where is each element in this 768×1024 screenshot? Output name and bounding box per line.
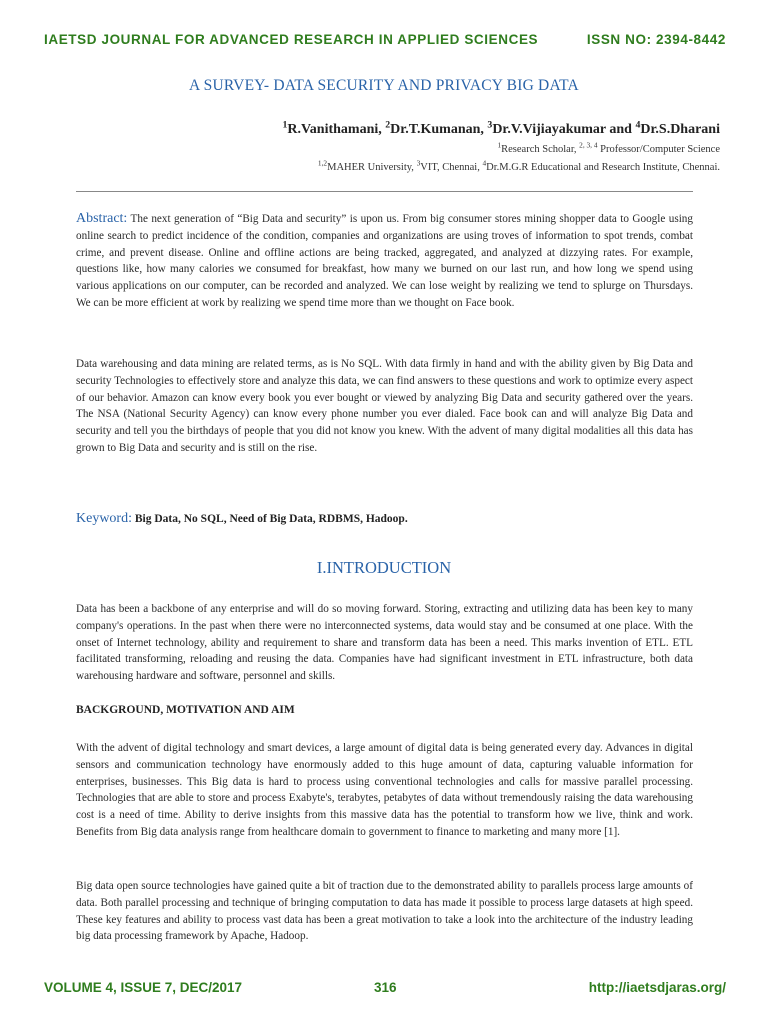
journal-name: IAETSD JOURNAL FOR ADVANCED RESEARCH IN APPLIED SCIENCES bbox=[44, 32, 539, 47]
affiliation-index: 3 bbox=[416, 158, 421, 168]
page-number: 316 bbox=[374, 980, 397, 995]
volume-issue: VOLUME 4, ISSUE 7, DEC/2017 bbox=[44, 980, 243, 995]
affiliation-text: VIT, Chennai, bbox=[420, 162, 483, 173]
affiliation-text: Dr.M.G.R Educational and Research Institute, Chennai. bbox=[486, 162, 720, 173]
keywords bbox=[76, 511, 408, 527]
author-4: Dr.S.Dharani bbox=[640, 122, 720, 137]
header-divider bbox=[76, 191, 693, 192]
issn-number: ISSN NO: 2394-8442 bbox=[586, 32, 726, 47]
keyword-label: Keyword: bbox=[76, 511, 132, 526]
background-paragraph-1: With the advent of digital technology and smart devices, a large amount of digital data is being generated every day. Advances in digital sensors and communication technology have enormously added to this huge amount of data, capturing valuable information for enterprises, businesses. This Big data is hard to process using conventional technologies and calls for massive parallel processing. Technologies that are able to store and process Exabyte's, terabytes, petabytes of data without tremendously raising the data warehousing cost is a need of time. Ability to derive insights from this massive data has the potential to transform how we live, think and work. Benefits from Big data analysis range from healthcare domain to government to finance to marketing and many more [1]. bbox=[76, 742, 693, 838]
author-3-index: 3 bbox=[487, 119, 493, 131]
abstract-paragraph-2: Data warehousing and data mining are related terms, as is No SQL. With data firmly in hand and with the ability given by Big Data and security Technologies to effectively store and analyze this data, we can find answers to these questions and work to optimize every aspect of our behavior. Amazon can know every book you ever bought or viewed by analyzing Big Data and security gathered over the years. The NSA (National Security Agency) can know every phone number you ever dialed. Face book can and will analyze Big Data and security and tell you the birthdays of people that you did not know you knew. With the advent of many digital modalities all this data has grown to Big Data and security and is still on the rise. bbox=[76, 358, 693, 454]
background-paragraph-2: Big data open source technologies have gained quite a bit of traction due to the demonstrated ability to parallels process large amounts of data. Both parallel processing and technique of bringing computation to data has made it possible to process large datasets at high speed. These key features and ability to process vast data has been a great motivation to take a look into the architecture of the industry leading big data processing framework by Apache, Hadoop. bbox=[76, 880, 693, 943]
affiliation-index: 2, 3, 4 bbox=[579, 140, 598, 150]
journal-footer bbox=[44, 980, 726, 1000]
introduction-paragraph: Data has been a backbone of any enterprise and will do so moving forward. Storing, extracting and utilizing data has been key to many company's operations. In the past when there were no interconnected systems, data would stay and be consumed at one place. With the onset of Internet technology, ability and requirement to share and transform data has been a need. This marks invention of ETL. ETL facilitated transforming, reloading and reusing the data. Companies have had significant investment in ETL infrastructure, both data warehousing hardware and software, personnel and skills. bbox=[76, 603, 693, 683]
affiliation-index: 1,2 bbox=[317, 158, 328, 168]
author-2: Dr.T.Kumanan, bbox=[390, 122, 488, 137]
affiliation-line-1 bbox=[497, 140, 720, 155]
affiliation-index: 4 bbox=[482, 158, 487, 168]
author-list bbox=[282, 119, 720, 138]
author-1: R.Vanithamani, bbox=[287, 122, 386, 137]
abstract bbox=[76, 211, 693, 312]
abstract-label: Abstract: bbox=[76, 211, 128, 226]
author-3: Dr.V.Vijiayakumar and bbox=[492, 122, 636, 137]
affiliation-text: Professor/Computer Science bbox=[597, 144, 720, 155]
affiliation-text: Research Scholar, bbox=[501, 144, 580, 155]
affiliation-text: MAHER University, bbox=[327, 162, 417, 173]
background-heading: BACKGROUND, MOTIVATION AND AIM bbox=[76, 704, 295, 716]
abstract-text: The next generation of “Big Data and security” is upon us. From big consumer stores mining shopper data to Google using online search to predict incidence of the condition, companies and organizations are using troves of information to spot trends, combat crime, and prevent disease. Online and offline actions are being tracked, aggregated, and analyzed at dizzying rates. For example, questions like, how many calories we consumed for breakfast, how many we burned on our last run, and how long we spend using various applications on our computer, can be recorded and analyzed. We can lose weight by realizing we tend to splurge on Thursdays. We can be more efficient at work by realizing we spend time more than we thought on Face book. bbox=[76, 213, 693, 309]
journal-header bbox=[44, 32, 726, 52]
author-1-index: 1 bbox=[282, 119, 288, 131]
affiliation-line-2 bbox=[317, 158, 720, 173]
author-4-index: 4 bbox=[635, 119, 641, 131]
journal-url[interactable]: http://iaetsdjaras.org/ bbox=[588, 980, 726, 995]
keyword-list: Big Data, No SQL, Need of Big Data, RDBMS, Hadoop. bbox=[132, 513, 408, 525]
introduction-heading: I.INTRODUCTION bbox=[316, 558, 452, 577]
author-2-index: 2 bbox=[385, 119, 391, 131]
paper-title: A SURVEY- DATA SECURITY AND PRIVACY BIG DATA bbox=[189, 77, 579, 94]
affiliation-index: 1 bbox=[497, 140, 502, 150]
